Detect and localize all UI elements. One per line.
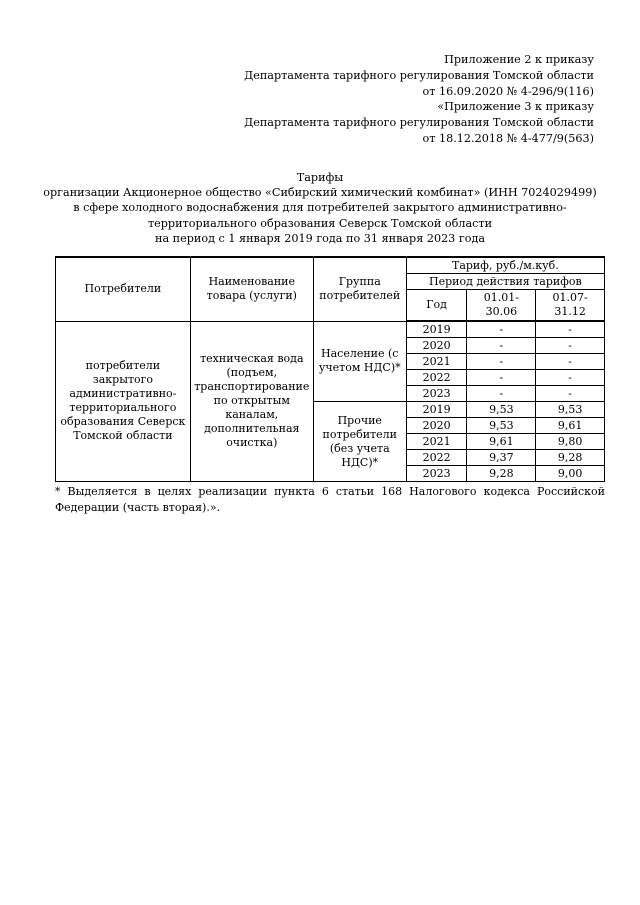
tariff-value-cell: - xyxy=(467,354,536,370)
header-line: Департамента тарифного регулирования Томской области xyxy=(244,116,594,130)
header-product: Наименование товара (услуги) xyxy=(190,257,313,321)
year-cell: 2023 xyxy=(406,386,467,402)
header-period-2: 01.07-31.12 xyxy=(536,290,605,322)
title-line: Тарифы xyxy=(296,171,344,184)
tariff-value-cell: - xyxy=(536,321,605,338)
order-reference-header xyxy=(244,52,594,147)
footnote: * Выделяется в целях реализации пункта 6 статьи 168 Налогового кодекса Российской Федерации (часть вторая).». xyxy=(55,485,605,514)
year-cell: 2023 xyxy=(406,466,467,482)
title-line: организации Акционерное общество «Сибирский химический комбинат» (ИНН 7024029499) xyxy=(43,186,597,200)
header-line: Приложение 2 к приказу xyxy=(444,53,594,66)
tariff-value-cell: - xyxy=(536,354,605,370)
year-cell: 2020 xyxy=(406,418,467,434)
year-cell: 2021 xyxy=(406,434,467,450)
tariff-value-cell: 9,53 xyxy=(467,418,536,434)
product-cell: техническая вода (подъем, транспортирование по открытым каналам, дополнительная очистка) xyxy=(190,321,313,482)
tariff-value-cell: - xyxy=(467,321,536,338)
tariff-value-cell: - xyxy=(467,386,536,402)
tariff-value-cell: - xyxy=(467,370,536,386)
document-title xyxy=(0,170,640,246)
tariff-value-cell: 9,53 xyxy=(536,402,605,418)
header-line: Департамента тарифного регулирования Томской области xyxy=(244,68,594,82)
tariff-value-cell: 9,00 xyxy=(536,466,605,482)
table-row xyxy=(56,321,605,338)
tariff-value-cell: 9,28 xyxy=(536,450,605,466)
header-period: Период действия тарифов xyxy=(406,274,604,290)
header-line: «Приложение 3 к приказу xyxy=(437,100,594,114)
tariff-value-cell: 9,28 xyxy=(467,466,536,482)
header-period-1: 01.01-30.06 xyxy=(467,290,536,322)
group-cell: Население (с учетом НДС)* xyxy=(313,321,406,402)
tariff-value-cell: - xyxy=(536,386,605,402)
title-line: на период с 1 января 2019 года по 31 января 2023 года xyxy=(154,231,486,245)
title-line: территориального образования Северск Томской области xyxy=(147,216,493,230)
tariff-value-cell: 9,61 xyxy=(467,434,536,450)
tariff-value-cell: 9,37 xyxy=(467,450,536,466)
tariff-value-cell: 9,61 xyxy=(536,418,605,434)
consumer-cell: потребители закрытого административно-территориального образования Северск Томской области xyxy=(56,321,191,482)
tariff-value-cell: - xyxy=(467,338,536,354)
year-cell: 2019 xyxy=(406,402,467,418)
title-line: в сфере холодного водоснабжения для потребителей закрытого административно- xyxy=(73,201,567,215)
tariff-table xyxy=(55,256,605,482)
tariff-value-cell: - xyxy=(536,370,605,386)
year-cell: 2021 xyxy=(406,354,467,370)
header-group: Группа потребителей xyxy=(313,257,406,321)
year-cell: 2022 xyxy=(406,370,467,386)
year-cell: 2019 xyxy=(406,321,467,338)
tariff-value-cell: - xyxy=(536,338,605,354)
header-tariff: Тариф, руб./м.куб. xyxy=(406,257,604,274)
year-cell: 2020 xyxy=(406,338,467,354)
group-cell: Прочие потребители (без учета НДС)* xyxy=(313,402,406,482)
header-line: от 16.09.2020 № 4-296/9(116) xyxy=(422,84,594,98)
year-cell: 2022 xyxy=(406,450,467,466)
header-line: от 18.12.2018 № 4-477/9(563) xyxy=(422,131,594,145)
header-consumers: Потребители xyxy=(56,257,191,321)
tariff-value-cell: 9,53 xyxy=(467,402,536,418)
tariff-value-cell: 9,80 xyxy=(536,434,605,450)
table-header-row xyxy=(56,257,605,274)
header-year: Год xyxy=(406,290,467,322)
